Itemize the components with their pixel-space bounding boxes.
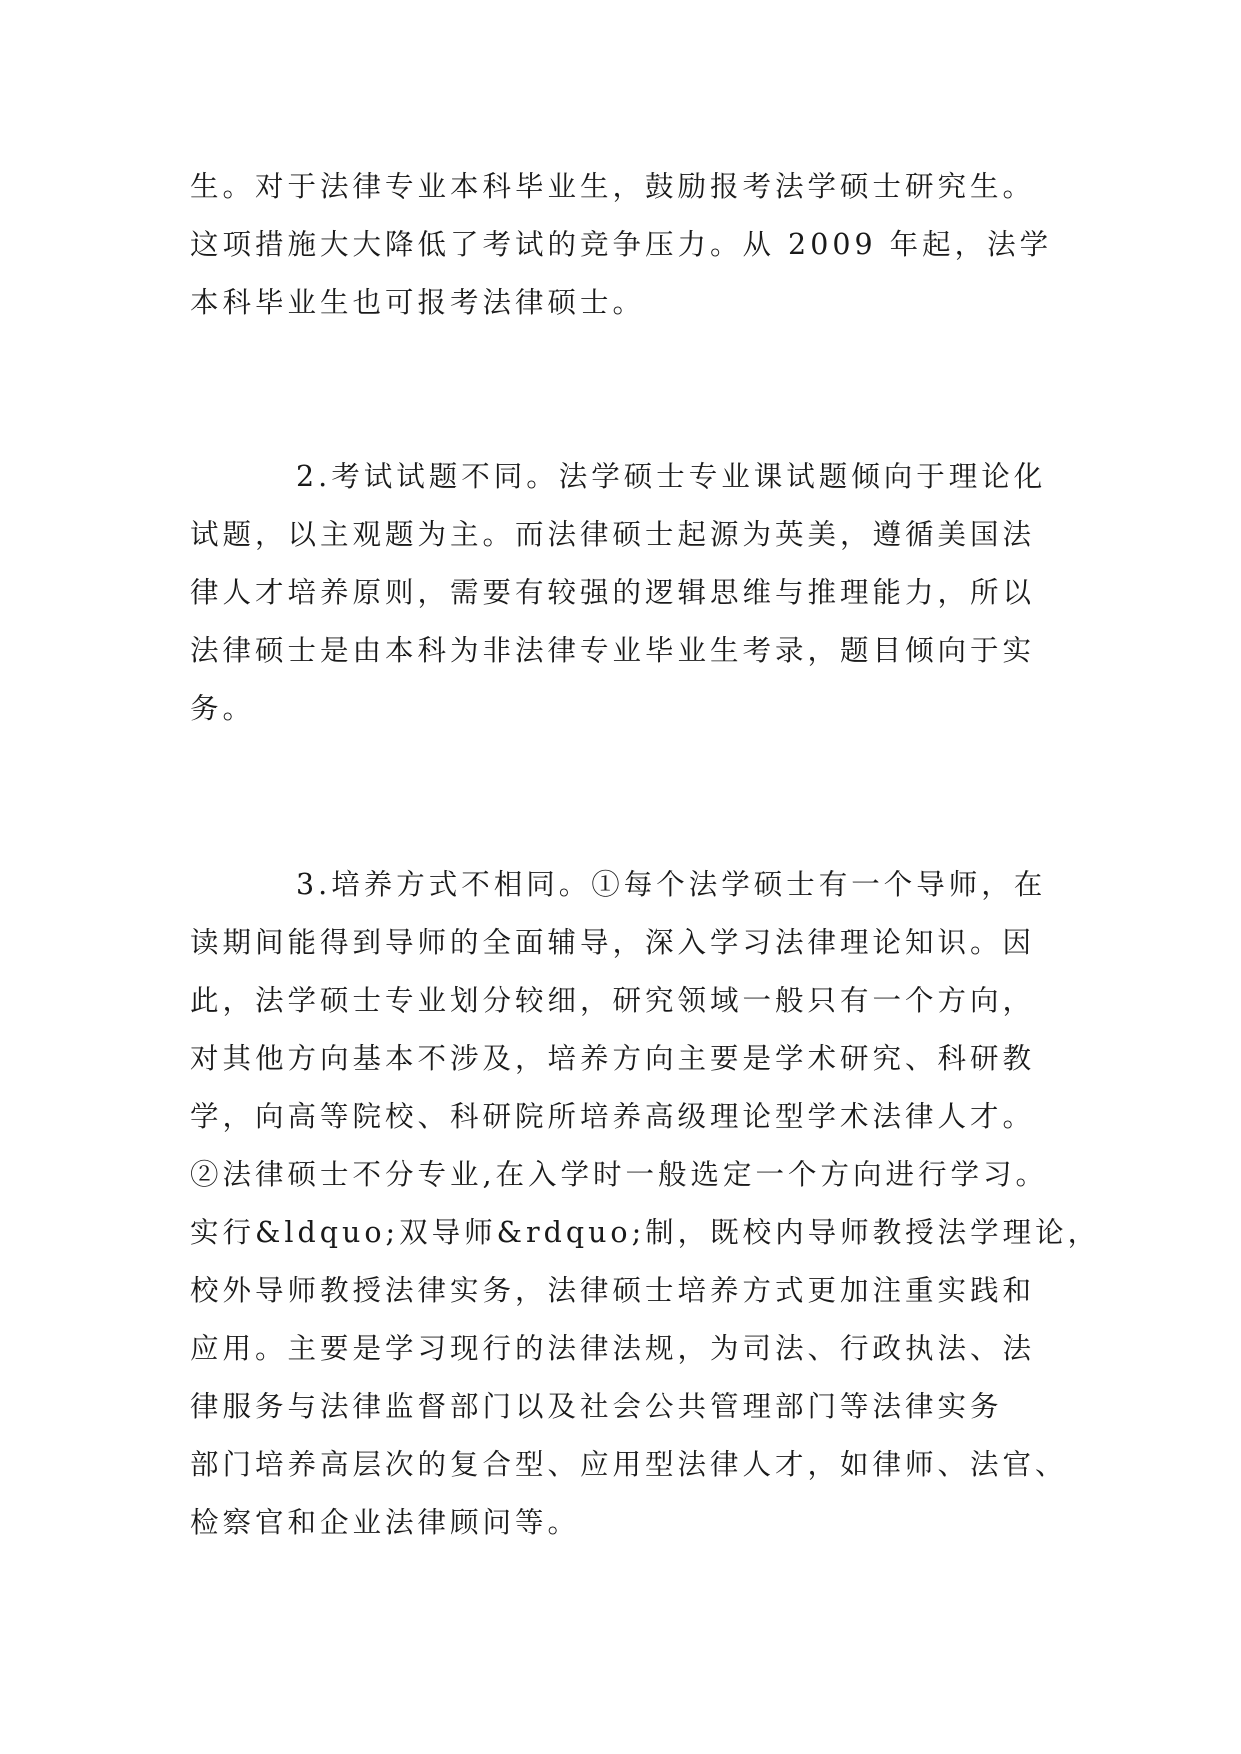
text-line: 这项措施大大降低了考试的竞争压力。从 2009 年起，法学 — [190, 228, 1053, 261]
text-line: 学，向高等院校、科研院所培养高级理论型学术法律人才。 — [190, 1100, 1036, 1133]
text-line: 此，法学硕士专业划分较细，研究领域一般只有一个方向， — [190, 984, 1036, 1017]
text-line: 校外导师教授法律实务，法律硕士培养方式更加注重实践和 — [190, 1274, 1036, 1307]
text-line: 实行&ldquo;双导师&rdquo;制，既校内导师教授法学理论， — [190, 1216, 1101, 1249]
paragraph-training-method — [190, 856, 1101, 1552]
text-line: 应用。主要是学习现行的法律法规，为司法、行政执法、法 — [190, 1332, 1036, 1365]
text-line: 试题，以主观题为主。而法律硕士起源为英美，遵循美国法 — [190, 518, 1036, 551]
text-line: 本科毕业生也可报考法律硕士。 — [190, 286, 646, 319]
text-line: 读期间能得到导师的全面辅导，深入学习法律理论知识。因 — [190, 926, 1036, 959]
text-line: 检察官和企业法律顾问等。 — [190, 1506, 581, 1539]
text-line: ②法律硕士不分专业,在入学时一般选定一个方向进行学习。 — [190, 1158, 1049, 1191]
text-line: 3.培养方式不相同。①每个法学硕士有一个导师，在 — [296, 868, 1047, 901]
paragraph-exam-questions — [190, 448, 1070, 738]
text-line: 法律硕士是由本科为非法律专业毕业生考录，题目倾向于实 — [190, 634, 1036, 667]
paragraph-continuation — [190, 158, 1070, 332]
text-line: 务。 — [190, 692, 256, 725]
text-line: 部门培养高层次的复合型、应用型法律人才，如律师、法官、 — [190, 1448, 1068, 1481]
text-line: 对其他方向基本不涉及，培养方向主要是学术研究、科研教 — [190, 1042, 1036, 1075]
text-line: 律服务与法律监督部门以及社会公共管理部门等法律实务 — [190, 1390, 1003, 1423]
text-line: 律人才培养原则，需要有较强的逻辑思维与推理能力，所以 — [190, 576, 1036, 609]
text-line: 生。对于法律专业本科毕业生，鼓励报考法学硕士研究生。 — [190, 170, 1036, 203]
text-line: 2.考试试题不同。法学硕士专业课试题倾向于理论化 — [296, 460, 1047, 493]
